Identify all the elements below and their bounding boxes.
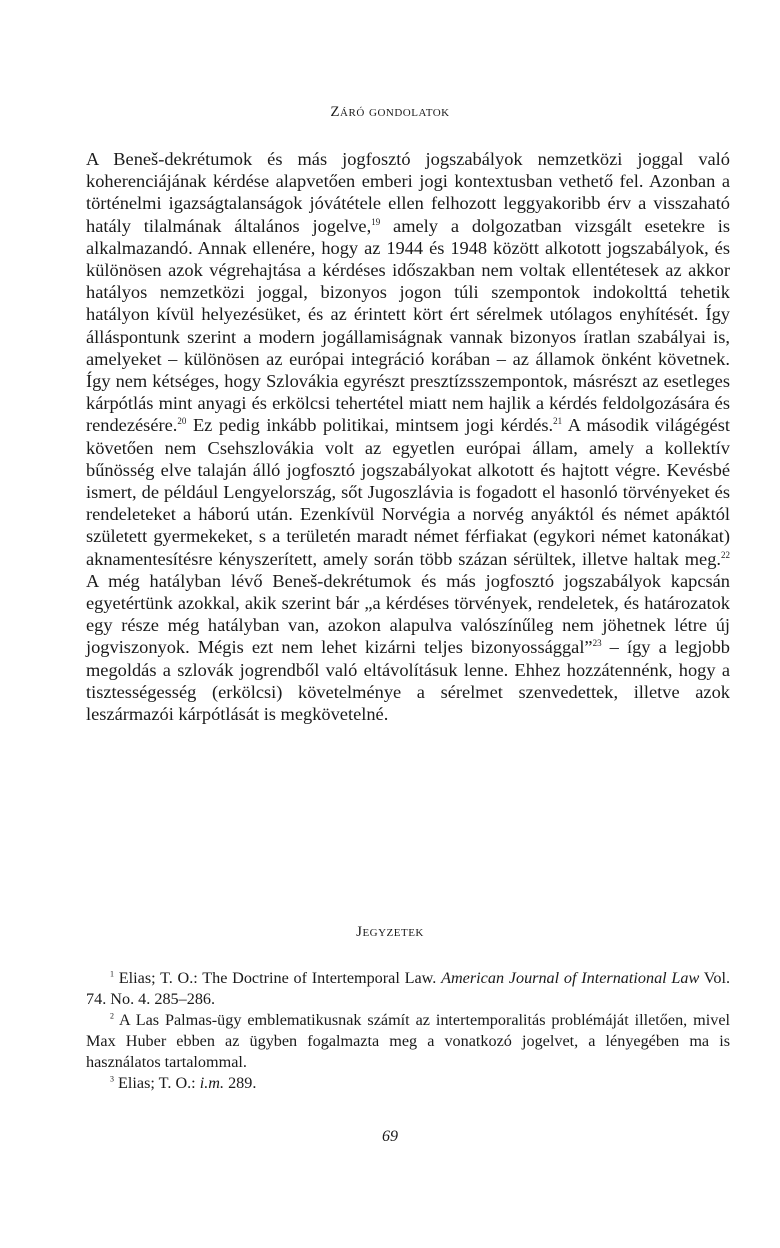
note-number: 1: [110, 969, 114, 979]
note-item: [86, 1010, 730, 1073]
body-text-segment: A még hatályban lévő Beneš-dekrétumok és más jogfosztó jogszabályok kapcsán egyetértünk azokkal, akik szerint bár „a kérdéses törvények, rendeletek, és határozatok egy része még hatályban van, azokon alapulva valószínűleg nem jöhetnek létre új jogviszonyok. Mégis ezt nem lehet kizárni teljes bizonyossággal”: [86, 570, 730, 658]
note-number: 2: [110, 1011, 114, 1021]
body-text-segment: – így a legjobb megoldás a szlovák jogrendből való eltávolításuk lenne. Ehhez hozzátennénk, hogy a tisztességesség (erkölcsi) követelménye a sérelmet szenvedettek, illetve azok leszármazói kárpótlását is megkövetelné.: [86, 637, 730, 725]
body-paragraph: [86, 148, 730, 725]
footnote-ref: 22: [721, 549, 730, 560]
note-italic: American Journal of International Law: [441, 969, 700, 987]
note-item: [86, 968, 730, 1010]
footnote-ref: 21: [553, 416, 563, 427]
body-text-segment: amely a dolgozatban vizsgált esetekre is alkalmazandó. Annak ellenére, hogy az 1944 és 1948 között alkotott jogszabályok, és különösen azok végrehajtása a kérdéses időszakban nem voltak ellentétesek az akkor hatályos nemzetközi joggal, bizonyos jogon túli szempontok indokolttá tehetik hatályon kívül helyezésüket, és az érintett kört ért sérelmek utólagos enyhítését. Így álláspontunk szerint a modern jogállamiságnak vannak bizonyos íratlan szabályai is, amelyeket – különösen az európai integráció korában – az államok önként követnek. Így nem kétséges, hogy Szlovákia egyrészt presztízsszempontok, másrészt az esetleges kárpótlás mint anyagi és erkölcsi tehertétel miatt nem hajlik a kérdés feldolgozására és rendezésére.: [86, 215, 730, 436]
section-title: Záró gondolatok: [330, 104, 450, 120]
note-text: A Las Palmas-ügy emblematikusnak számít az intertemporalitás problémáját illetően, mivel Max Huber ebben az ügyben fogalmazta meg a vonatkozó jogelvet, a lényegében ma is használatos tartalommal.: [86, 1011, 730, 1071]
body-text-segment: A Beneš-dekrétumok és más jogfosztó jogszabályok nemzetközi joggal való koherenciájának kérdése alapvetően emberi jogi kontextusban vethető fel. Azonban a történelmi igazságtalanságok jóvátétele ellen felhozott leggyakoribb érv a visszaható hatály tilalmának általános jogelve,: [86, 149, 730, 236]
note-text: Vol. 74. No. 4. 285–286.: [86, 969, 730, 1008]
notes-title: Jegyzetek: [356, 924, 424, 940]
note-text: Elias; T. O.:: [118, 1074, 200, 1092]
note-number: 3: [110, 1074, 114, 1084]
body-text-segment: Ez pedig inkább politikai, mintsem jogi kérdés.: [186, 415, 554, 436]
body-text-segment: A második világégést követően nem Csehszlovákia volt az egyetlen európai állam, amely a kollektív bűnösség elve talaján álló jogfosztó jogszabályokat alkotott és hajtott végre. Kevésbé ismert, de például Lengyelország, sőt Jugoszlávia is fogadott el hasonló törvényeket és rendeleteket a háború után. Ezenkívül Norvégia a norvég anyáktól és német apáktól született gyermekeket, s a területén maradt német férfiakat (egykori német katonákat) aknamentesítésre kényszerített, amely során több százan sérültek, illetve haltak meg.: [86, 415, 730, 569]
note-item: [86, 1073, 730, 1094]
notes-list: [86, 968, 730, 1094]
footnote-ref: 23: [592, 638, 602, 649]
page-number: 69: [382, 1128, 398, 1145]
note-text: Elias; T. O.: The Doctrine of Intertemporal Law.: [118, 969, 442, 987]
footnote-ref: 20: [177, 416, 187, 427]
note-text: 289.: [224, 1074, 257, 1092]
note-italic: i.m.: [199, 1074, 225, 1092]
footnote-ref: 19: [371, 216, 381, 227]
